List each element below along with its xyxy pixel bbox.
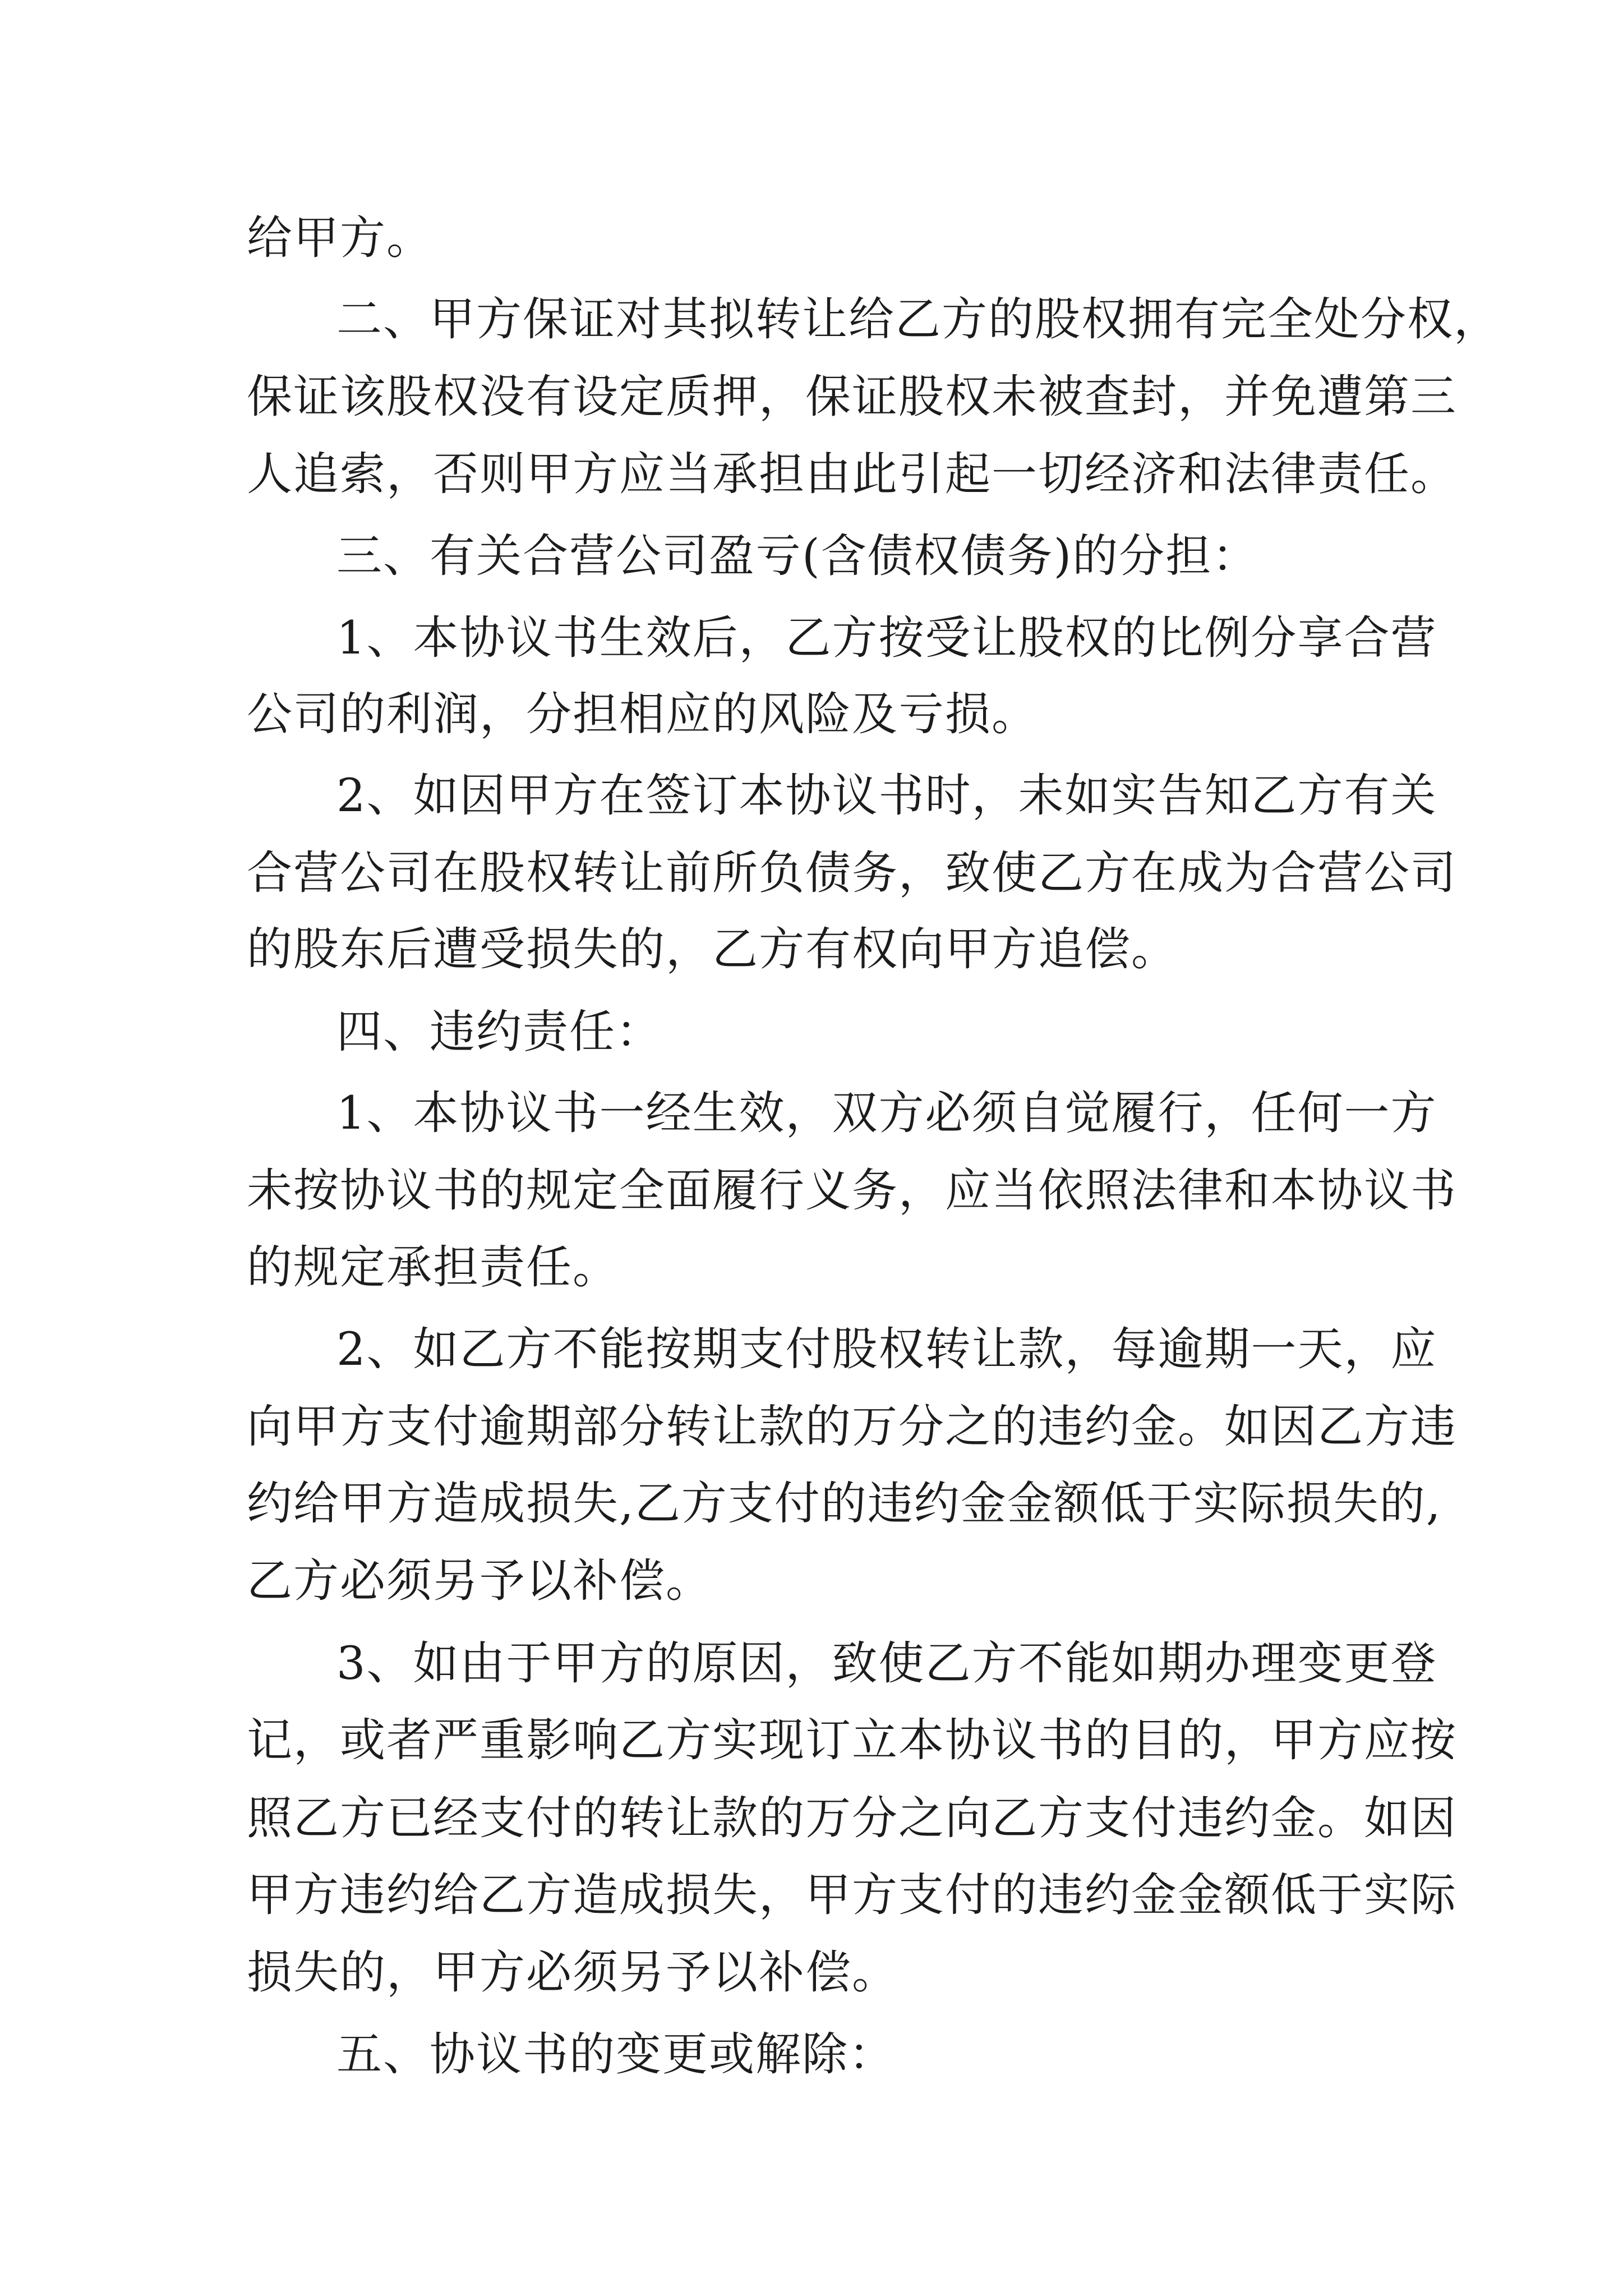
text-line: 给甲方。 [247,212,434,265]
text-line: 未按协议书的规定全面履行义务，应当依照法律和本协议书 [247,1165,1458,1217]
text-line: 二、甲方保证对其拟转让给乙方的股权拥有完全处分权， [336,293,1501,346]
text-line: 2、如因甲方在签订本协议书时，未如实告知乙方有关 [336,770,1437,822]
text-line: 记，或者严重影响乙方实现订立本协议书的目的，甲方应按 [247,1714,1458,1767]
text-line: 合营公司在股权转让前所负债务，致使乙方在成为合营公司 [247,847,1458,900]
text-line: 的规定承担责任。 [247,1241,620,1294]
text-line: 损失的，甲方必须另予以补偿。 [247,1947,899,1999]
text-line: 2、如乙方不能按期支付股权转让款，每逾期一天，应 [336,1323,1437,1376]
text-line: 三、有关合营公司盈亏(含债权债务)的分担： [336,530,1259,583]
text-line: 甲方违约给乙方造成损失，甲方支付的违约金金额低于实际 [247,1869,1458,1922]
text-line: 乙方必须另予以补偿。 [247,1555,713,1608]
text-line: 约给甲方造成损失,乙方支付的违约金金额低于实际损失的, [247,1478,1442,1530]
text-line: 四、违约责任： [336,1006,663,1059]
text-line: 照乙方已经支付的转让款的万分之向乙方支付违约金。如因 [247,1792,1458,1845]
text-line: 公司的利润，分担相应的风险及亏损。 [247,688,1039,741]
text-line: 的股东后遭受损失的，乙方有权向甲方追偿。 [247,923,1178,976]
text-line: 1、本协议书一经生效，双方必须自觉履行，任何一方 [336,1087,1437,1140]
text-line: 1、本协议书生效后，乙方按受让股权的比例分享合营 [336,612,1437,665]
text-line: 五、协议书的变更或解除： [336,2028,896,2081]
text-line: 保证该股权没有设定质押，保证股权未被查封，并免遭第三 [247,371,1458,424]
text-line: 向甲方支付逾期部分转让款的万分之的违约金。如因乙方违 [247,1401,1458,1453]
text-line: 人追索，否则甲方应当承担由此引起一切经济和法律责任。 [247,448,1458,501]
text-line: 3、如由于甲方的原因，致使乙方不能如期办理变更登 [336,1637,1437,1690]
